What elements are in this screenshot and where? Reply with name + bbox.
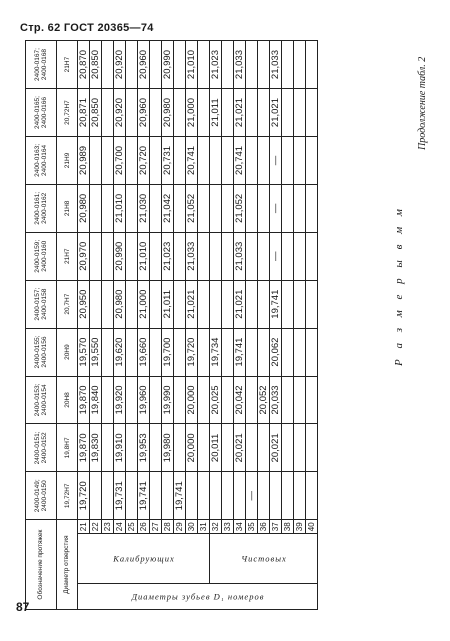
value-cell — [306, 424, 318, 472]
row-number: 34 — [234, 520, 246, 534]
column-header: 2400-0165; 2400-0166 — [26, 89, 57, 137]
diameter-cell: 21H8 — [57, 184, 78, 232]
diameter-cell: 20H9 — [57, 328, 78, 376]
value-cell — [294, 328, 306, 376]
value-cell: 21,011 — [162, 280, 174, 328]
value-cell — [282, 424, 294, 472]
value-cell — [306, 89, 318, 137]
value-cell: 21,010 — [114, 184, 126, 232]
table-row — [138, 41, 150, 610]
value-cell — [294, 424, 306, 472]
column-header: 2400-0167; 2400-0168 — [26, 41, 57, 89]
value-cell — [174, 89, 186, 137]
value-cell — [174, 41, 186, 89]
value-cell: 19,953 — [138, 424, 150, 472]
row-number: 30 — [186, 520, 198, 534]
value-cell: 21,021 — [234, 89, 246, 137]
value-cell: 19,830 — [90, 424, 102, 472]
value-cell — [222, 89, 234, 137]
value-cell: 19,741 — [138, 472, 150, 520]
rotated-table-block — [25, 40, 435, 610]
value-cell: 19,660 — [138, 328, 150, 376]
value-cell — [210, 472, 222, 520]
value-cell: 19,620 — [114, 328, 126, 376]
value-cell — [258, 328, 270, 376]
value-cell — [210, 184, 222, 232]
value-cell — [126, 328, 138, 376]
value-cell — [126, 472, 138, 520]
value-cell: 21,000 — [138, 280, 150, 328]
value-cell — [222, 184, 234, 232]
column-header-label: Обозначение протяжек — [26, 520, 57, 610]
value-cell — [102, 136, 114, 184]
value-cell: 20,970 — [78, 232, 90, 280]
value-cell: 19,870 — [78, 424, 90, 472]
value-cell: 20,720 — [138, 136, 150, 184]
value-cell — [246, 41, 258, 89]
value-cell — [306, 232, 318, 280]
value-cell — [282, 280, 294, 328]
value-cell: 19,840 — [90, 376, 102, 424]
value-cell — [282, 376, 294, 424]
row-number: 26 — [138, 520, 150, 534]
table-row — [90, 41, 102, 610]
value-cell — [222, 232, 234, 280]
value-cell — [150, 376, 162, 424]
value-cell — [222, 424, 234, 472]
table-row — [234, 41, 246, 610]
value-cell: 21,000 — [186, 89, 198, 137]
value-cell: 19,734 — [210, 328, 222, 376]
value-cell — [222, 280, 234, 328]
value-cell: 21,021 — [234, 280, 246, 328]
value-cell: 19,980 — [162, 424, 174, 472]
table-row — [102, 41, 114, 610]
value-cell: 19,570 — [78, 328, 90, 376]
value-cell: — — [270, 184, 282, 232]
value-cell — [90, 232, 102, 280]
value-cell — [126, 280, 138, 328]
value-cell — [306, 376, 318, 424]
value-cell — [246, 136, 258, 184]
value-cell — [102, 89, 114, 137]
value-cell — [102, 424, 114, 472]
value-cell — [210, 280, 222, 328]
row-number: 33 — [222, 520, 234, 534]
value-cell: 19,741 — [234, 328, 246, 376]
diameter-cell: 21H7 — [57, 41, 78, 89]
diameter-cell: 21H7 — [57, 232, 78, 280]
value-cell: 19,550 — [90, 328, 102, 376]
value-cell — [198, 89, 210, 137]
value-cell — [126, 376, 138, 424]
diameter-row — [57, 41, 78, 610]
value-cell: 21,033 — [186, 232, 198, 280]
value-cell — [294, 232, 306, 280]
value-cell — [282, 136, 294, 184]
value-cell — [150, 41, 162, 89]
value-cell: — — [270, 136, 282, 184]
value-cell — [174, 376, 186, 424]
value-cell — [258, 472, 270, 520]
value-cell — [282, 472, 294, 520]
row-number: 31 — [198, 520, 210, 534]
row-number: 38 — [282, 520, 294, 534]
table-row — [210, 41, 222, 610]
value-cell — [174, 232, 186, 280]
value-cell: 20,871 — [78, 89, 90, 137]
value-cell — [90, 472, 102, 520]
value-cell — [150, 424, 162, 472]
value-cell: 20,025 — [210, 376, 222, 424]
value-cell — [90, 184, 102, 232]
value-cell — [198, 184, 210, 232]
value-cell: 20,021 — [270, 424, 282, 472]
value-cell — [198, 376, 210, 424]
value-cell — [294, 376, 306, 424]
column-header: 2400-0149; 2400-0150 — [26, 472, 57, 520]
value-cell: 20,920 — [114, 41, 126, 89]
diameter-cell: 20,72H7 — [57, 89, 78, 137]
value-cell: 20,741 — [186, 136, 198, 184]
value-cell — [258, 89, 270, 137]
table-row — [294, 41, 306, 610]
page-header: Стр. 62 ГОСТ 20365—74 — [20, 22, 154, 34]
value-cell — [102, 328, 114, 376]
value-cell: 20,731 — [162, 136, 174, 184]
row-number: 32 — [210, 520, 222, 534]
value-cell — [246, 424, 258, 472]
value-cell — [210, 232, 222, 280]
value-cell: 19,920 — [114, 376, 126, 424]
value-cell: 20,033 — [270, 376, 282, 424]
value-cell: 20,062 — [270, 328, 282, 376]
row-number: 29 — [174, 520, 186, 534]
value-cell — [102, 41, 114, 89]
side-label-calibrating-text: Калибрующих — [112, 553, 175, 564]
table-row — [282, 41, 294, 610]
table-row — [258, 41, 270, 610]
value-cell: 21,033 — [234, 41, 246, 89]
value-cell — [258, 184, 270, 232]
value-cell — [222, 472, 234, 520]
table-row — [186, 41, 198, 610]
value-cell — [174, 280, 186, 328]
value-cell: 19,741 — [174, 472, 186, 520]
value-cell — [246, 280, 258, 328]
value-cell: 20,741 — [234, 136, 246, 184]
value-cell — [150, 89, 162, 137]
value-cell — [150, 232, 162, 280]
value-cell — [102, 232, 114, 280]
value-cell: 20,980 — [78, 184, 90, 232]
value-cell — [126, 424, 138, 472]
value-cell: 20,042 — [234, 376, 246, 424]
value-cell: 20,960 — [138, 41, 150, 89]
value-cell — [174, 184, 186, 232]
row-number: 23 — [102, 520, 114, 534]
value-cell — [258, 41, 270, 89]
sizes-caption: Р а з м е р ы в м м — [393, 205, 405, 366]
side-label-cleaning — [210, 534, 318, 584]
value-cell: 21,042 — [162, 184, 174, 232]
value-cell: 20,989 — [78, 136, 90, 184]
value-cell — [126, 89, 138, 137]
row-number: 35 — [246, 520, 258, 534]
value-cell — [198, 472, 210, 520]
side-label-outer-text: Диаметры зубьев D₁ номеров — [131, 591, 264, 602]
value-cell — [102, 472, 114, 520]
value-cell: 19,700 — [162, 328, 174, 376]
value-cell — [198, 280, 210, 328]
value-cell — [174, 136, 186, 184]
value-cell: 19,731 — [114, 472, 126, 520]
value-cell: 20,021 — [234, 424, 246, 472]
value-cell — [282, 328, 294, 376]
value-cell: 20,950 — [78, 280, 90, 328]
table-row — [270, 41, 282, 610]
value-cell: 19,741 — [270, 280, 282, 328]
value-cell — [222, 376, 234, 424]
value-cell — [150, 184, 162, 232]
value-cell: 20,990 — [114, 232, 126, 280]
side-label-calibrating — [78, 534, 210, 584]
column-header: 2400-0161; 2400-0162 — [26, 184, 57, 232]
diameter-cell: 20,7H7 — [57, 280, 78, 328]
gost-table — [25, 40, 318, 610]
value-cell — [90, 136, 102, 184]
value-cell — [246, 232, 258, 280]
value-cell: 21,011 — [210, 89, 222, 137]
value-cell — [306, 41, 318, 89]
value-cell: 20,052 — [258, 376, 270, 424]
value-cell — [246, 376, 258, 424]
value-cell: 20,920 — [114, 89, 126, 137]
continuation-caption: Продолжение табл. 2 — [417, 56, 428, 150]
row-number: 21 — [78, 520, 90, 534]
row-number: 36 — [258, 520, 270, 534]
value-cell — [198, 424, 210, 472]
table-row — [198, 41, 210, 610]
diameter-cell: 21H9 — [57, 136, 78, 184]
value-cell — [246, 184, 258, 232]
row-number: 39 — [294, 520, 306, 534]
value-cell — [186, 472, 198, 520]
column-header: 2400-0157; 2400-0158 — [26, 280, 57, 328]
row-number: 37 — [270, 520, 282, 534]
value-cell — [126, 136, 138, 184]
value-cell — [306, 472, 318, 520]
value-cell — [294, 136, 306, 184]
row-number: 24 — [114, 520, 126, 534]
value-cell — [102, 184, 114, 232]
value-cell — [234, 472, 246, 520]
value-cell — [126, 41, 138, 89]
value-cell — [150, 328, 162, 376]
row-number: 40 — [306, 520, 318, 534]
column-header: 2400-0151; 2400-0152 — [26, 424, 57, 472]
value-cell — [210, 136, 222, 184]
column-header: 2400-0159; 2400-0160 — [26, 232, 57, 280]
value-cell — [282, 41, 294, 89]
value-cell — [294, 41, 306, 89]
value-cell: 20,011 — [210, 424, 222, 472]
value-cell: 21,033 — [234, 232, 246, 280]
value-cell: 19,720 — [78, 472, 90, 520]
value-cell: — — [246, 472, 258, 520]
table-row — [306, 41, 318, 610]
table-row — [78, 41, 90, 610]
value-cell: 21,021 — [270, 89, 282, 137]
table-row — [150, 41, 162, 610]
value-cell — [282, 232, 294, 280]
value-cell — [246, 89, 258, 137]
value-cell — [258, 136, 270, 184]
value-cell — [294, 280, 306, 328]
value-cell: 20,960 — [138, 89, 150, 137]
value-cell — [198, 41, 210, 89]
value-cell: 20,700 — [114, 136, 126, 184]
value-cell — [150, 280, 162, 328]
table-row — [222, 41, 234, 610]
value-cell — [198, 232, 210, 280]
value-cell — [294, 89, 306, 137]
value-cell — [90, 280, 102, 328]
value-cell: 20,980 — [162, 89, 174, 137]
value-cell: 20,850 — [90, 41, 102, 89]
diameter-cell: 19,72H7 — [57, 472, 78, 520]
value-cell — [150, 472, 162, 520]
value-cell — [150, 136, 162, 184]
value-cell: 20,870 — [78, 41, 90, 89]
value-cell: — — [270, 232, 282, 280]
value-cell — [162, 472, 174, 520]
value-cell: 21,021 — [186, 280, 198, 328]
diameter-cell: 19,8H7 — [57, 424, 78, 472]
value-cell — [174, 328, 186, 376]
value-cell: 20,980 — [114, 280, 126, 328]
value-cell — [126, 232, 138, 280]
table-row — [114, 41, 126, 610]
value-cell — [246, 328, 258, 376]
row-number: 27 — [150, 520, 162, 534]
column-header: 2400-0163; 2400-0164 — [26, 136, 57, 184]
column-header: 2400-0153; 2400-0154 — [26, 376, 57, 424]
row-number: 25 — [126, 520, 138, 534]
value-cell: 21,033 — [270, 41, 282, 89]
value-cell: 19,990 — [162, 376, 174, 424]
value-cell — [306, 280, 318, 328]
value-cell: 20,000 — [186, 424, 198, 472]
value-cell — [222, 41, 234, 89]
row-number: 28 — [162, 520, 174, 534]
page-number: 87 — [16, 600, 30, 614]
value-cell: 19,720 — [186, 328, 198, 376]
value-cell: 21,010 — [138, 232, 150, 280]
value-cell — [258, 280, 270, 328]
table-row — [174, 41, 186, 610]
value-cell: 20,850 — [90, 89, 102, 137]
value-cell — [258, 232, 270, 280]
side-label-cleaning-text: Чистовых — [240, 553, 287, 564]
value-cell: 21,023 — [162, 232, 174, 280]
value-cell — [282, 184, 294, 232]
value-cell — [258, 424, 270, 472]
value-cell — [222, 136, 234, 184]
diameter-label: Диаметр отверстия — [57, 520, 78, 610]
value-cell — [126, 184, 138, 232]
value-cell: 19,870 — [78, 376, 90, 424]
row-number: 22 — [90, 520, 102, 534]
table-row — [162, 41, 174, 610]
value-cell — [294, 184, 306, 232]
side-label-outer — [78, 584, 318, 610]
value-cell — [198, 136, 210, 184]
value-cell: 19,960 — [138, 376, 150, 424]
value-cell: 21,010 — [186, 41, 198, 89]
value-cell — [294, 472, 306, 520]
value-cell — [102, 280, 114, 328]
value-cell — [306, 328, 318, 376]
value-cell — [222, 328, 234, 376]
value-cell: 19,910 — [114, 424, 126, 472]
value-cell: 21,030 — [138, 184, 150, 232]
value-cell: 20,990 — [162, 41, 174, 89]
table-row — [246, 41, 258, 610]
table-row — [126, 41, 138, 610]
value-cell — [282, 89, 294, 137]
value-cell — [306, 136, 318, 184]
value-cell — [102, 376, 114, 424]
value-cell: 21,052 — [234, 184, 246, 232]
diameter-cell: 20H8 — [57, 376, 78, 424]
value-cell: 20,000 — [186, 376, 198, 424]
column-header: 2400-0155; 2400-0156 — [26, 328, 57, 376]
value-cell — [306, 184, 318, 232]
value-cell — [198, 328, 210, 376]
value-cell: 21,052 — [186, 184, 198, 232]
value-cell — [270, 472, 282, 520]
value-cell: 21,023 — [210, 41, 222, 89]
value-cell — [174, 424, 186, 472]
header-row — [26, 41, 57, 610]
